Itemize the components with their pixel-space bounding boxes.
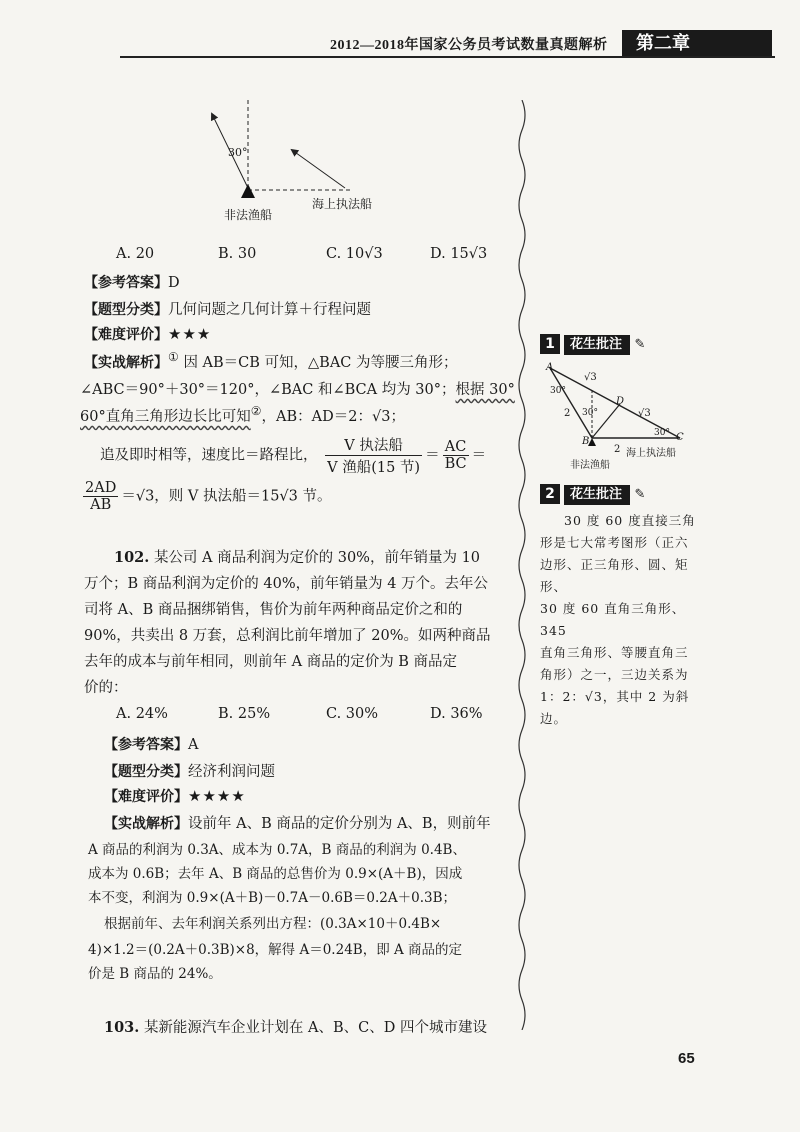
q102-option-a: A. 24% (116, 706, 168, 722)
annotation-number: 1 (540, 334, 560, 354)
q101-option-a: A. 20 (116, 246, 155, 262)
annotation-number: 2 (540, 484, 560, 504)
analysis-line: 4)×1.2＝(0.2A＋0.3B)×8，解得 A＝0.24B，即 A 商品的定 (88, 942, 463, 958)
illegal-boat-label: 非法渔船 (570, 460, 610, 471)
answer-label: 【参考答案】 (104, 737, 188, 753)
annotation-line: 1：2：√3，其中 2 为斜 (540, 689, 690, 704)
analysis-line: ∠ABC＝90°＋30°＝120°，∠BAC 和∠BCA 均为 30°； (80, 382, 456, 398)
annotation-header-2 (540, 484, 645, 506)
q102-option-b: B. 25% (218, 706, 271, 722)
annotation-line: 边形、正三角形、圆、矩形、 (540, 557, 689, 594)
angle-label: 30° (654, 428, 670, 438)
pencil-icon: ✎ (634, 337, 646, 352)
annotation-title: 花生批注 (564, 335, 630, 355)
analysis-line: 成本为 0.6B；去年 A、B 商品的总售价为 0.9×(A＋B)，因成 (88, 866, 463, 882)
pencil-icon: ✎ (634, 487, 646, 502)
q101-option-c: C. 10√3 (326, 246, 383, 262)
question-line: 某新能源汽车企业计划在 A、B、C、D 四个城市建设 (143, 1020, 488, 1036)
question-line: 价的： (84, 680, 128, 696)
analysis-line: A 商品的利润为 0.3A、成本为 0.7A，B 商品的利润为 0.4B、 (88, 842, 466, 858)
type-label: 【题型分类】 (84, 302, 168, 318)
page-number: 65 (678, 1050, 695, 1067)
side-length-label: √3 (638, 408, 651, 419)
type-value: 几何问题之几何计算＋行程问题 (168, 302, 371, 318)
patrol-boat-label: 海上执法船 (312, 197, 373, 211)
annotation-line: 30 度 60 度直接三角 (564, 513, 696, 528)
answer-value: D (168, 275, 180, 291)
analysis-line: 因 AB＝CB 可知，△BAC 为等腰三角形； (183, 354, 458, 371)
question-number: 103. (104, 1019, 140, 1036)
chapter-tab: 第二章 (622, 30, 772, 58)
side-length-label: 2 (564, 408, 571, 419)
patrol-boat-label: 海上执法船 (626, 448, 676, 459)
speed-fraction: $\frac{\text{V 执法船}}{\text{V 渔船(15 节)}}$ (325, 434, 422, 477)
annotation-line: 边。 (540, 711, 568, 726)
question-line: 司将 A、B 商品捆绑销售，售价为前年两种商品定价之和的 (84, 602, 463, 618)
difficulty-label: 【难度评价】 (84, 327, 168, 343)
annotation-header-1 (540, 334, 645, 356)
illegal-boat-label: 非法渔船 (224, 208, 273, 222)
vertex-b-label: B (582, 436, 590, 447)
vertex-d-label: D (616, 396, 625, 407)
column-divider (512, 100, 532, 1030)
annotation-text (540, 510, 700, 730)
annotation-line: 30 度 60 直角三角形、345 (540, 601, 686, 638)
q101-option-d: D. 15√3 (430, 246, 488, 262)
analysis-line: 设前年 A、B 商品的定价分别为 A、B，则前年 (188, 816, 491, 832)
ratio-fraction: $\frac{AC}{BC}$ (444, 439, 467, 472)
question-line: 90%，共卖出 8 万套，总利润比前年增加了 20%。如两种商品 (84, 628, 491, 644)
side-length-label: √3 (584, 372, 597, 383)
question-line: 万个；B 商品利润为定价的 40%，前年销量为 4 万个。去年公 (84, 576, 489, 592)
analysis-line: 追及即时相等，速度比＝路程比， (100, 447, 318, 464)
annotation-line: 角形）之一，三边关系为 (540, 667, 689, 682)
type-value: 经济利润问题 (188, 764, 275, 780)
vertex-c-label: C (676, 432, 684, 443)
analysis-label: 【实战解析】 (84, 354, 168, 371)
answer-label: 【参考答案】 (84, 275, 168, 291)
q101-option-b: B. 30 (218, 246, 257, 262)
question-line: 某公司 A 商品利润为定价的 30%，前年销量为 10 (153, 550, 481, 566)
analysis-line: 价是 B 商品的 24%。 (88, 966, 222, 982)
question-number: 102. (114, 549, 150, 566)
angle-label: 30° (582, 408, 598, 418)
analysis-line: ，AB：AD＝2：√3； (261, 408, 405, 425)
difficulty-label: 【难度评价】 (104, 789, 188, 805)
angle-label: 30° (228, 146, 248, 159)
q102-option-d: D. 36% (430, 706, 483, 722)
analysis-line: 本不变，利润为 0.9×(A＋B)－0.7A－0.6B＝0.2A＋0.3B； (88, 890, 456, 906)
running-header-title: 2012—2018年国家公务员考试数量真题解析 (330, 38, 608, 53)
analysis-label: 【实战解析】 (104, 816, 188, 832)
annotation-line: 直角三角形、等腰直角三 (540, 645, 689, 660)
annotation-title: 花生批注 (564, 485, 630, 505)
question-line: 去年的成本与前年相同，则前年 A 商品的定价为 B 商品定 (84, 654, 458, 670)
header-rule (120, 56, 775, 58)
difficulty-stars: ★★★★ (188, 787, 246, 805)
answer-value: A (188, 737, 199, 753)
type-label: 【题型分类】 (104, 764, 188, 780)
q102-option-c: C. 30% (326, 706, 379, 722)
annotation-line: 形是七大常考图形（正六 (540, 535, 689, 550)
angle-label: 30° (550, 386, 566, 396)
side-length-label: 2 (614, 444, 621, 455)
analysis-line-highlight: 根据 30° (455, 382, 515, 398)
difficulty-stars: ★★★ (168, 325, 212, 343)
ad-ab-fraction: $\frac{2AD}{AB}$ (85, 480, 117, 513)
vertex-a-label: A (546, 362, 554, 373)
analysis-line: ＝√3，则 V 执法船＝15√3 节。 (121, 488, 332, 505)
analysis-line: 根据前年、去年利润关系列出方程：(0.3A×10＋0.4B× (104, 916, 442, 932)
analysis-line-highlight: 60°直角三角形边长比可知 (80, 408, 251, 425)
